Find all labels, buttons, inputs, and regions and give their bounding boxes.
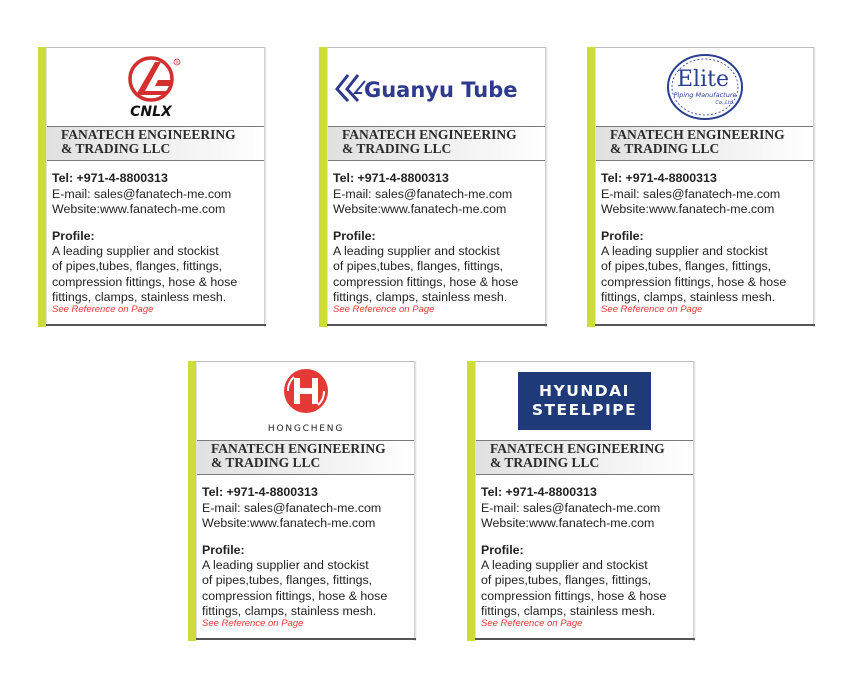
profile-line: of pipes,tubes, flanges, fittings, — [481, 573, 652, 588]
card-shadow — [545, 47, 548, 327]
hyundai-logo-badge — [518, 372, 651, 430]
cnlx-logo — [47, 48, 264, 125]
website: Website:www.fanatech-me.com — [481, 516, 655, 530]
contact-info — [202, 485, 381, 532]
guanyu-logo — [328, 48, 545, 125]
hongcheng-logo-icon — [256, 365, 356, 437]
profile-line: compression fittings, hose & hose — [202, 588, 388, 603]
profile-heading: Profile: — [333, 229, 376, 243]
profile-heading: Profile: — [52, 229, 95, 243]
contact-info — [601, 171, 780, 218]
telephone: Tel: +971-4-8800313 — [52, 171, 168, 185]
supplier-card-hongcheng — [188, 361, 416, 641]
company-name — [610, 128, 785, 156]
company-name-line2: & TRADING LLC — [211, 455, 321, 470]
profile-line: of pipes,tubes, flanges, fittings, — [333, 259, 504, 274]
profile-line: compression fittings, hose & hose — [481, 588, 667, 603]
hyundai-wordmark-line1: HYUNDAI — [539, 381, 630, 400]
website: Website:www.fanatech-me.com — [52, 202, 226, 216]
email: E-mail: sales@fanatech-me.com — [202, 500, 382, 515]
telephone: Tel: +971-4-8800313 — [202, 485, 318, 499]
company-name-line2: & TRADING LLC — [61, 141, 171, 156]
card-bottom-line — [475, 638, 695, 640]
contact-info — [333, 171, 512, 218]
profile-line: A leading supplier and stockist — [601, 244, 768, 259]
telephone: Tel: +971-4-8800313 — [333, 171, 449, 185]
card-bottom-line — [196, 638, 416, 640]
supplier-card-hyundai — [467, 361, 695, 641]
profile-heading: Profile: — [202, 543, 245, 557]
email: E-mail: sales@fanatech-me.com — [52, 186, 232, 201]
cnlx-wordmark: CNLX — [129, 103, 172, 120]
profile-line: compression fittings, hose & hose — [52, 274, 238, 289]
profile — [481, 543, 693, 619]
profile-line: fittings, clamps, stainless mesh. — [52, 289, 227, 304]
contact-info — [481, 485, 660, 532]
company-name — [211, 442, 386, 470]
telephone: Tel: +971-4-8800313 — [601, 171, 717, 185]
profile-line: fittings, clamps, stainless mesh. — [481, 603, 656, 618]
profile — [601, 229, 813, 305]
profile — [202, 543, 414, 619]
telephone: Tel: +971-4-8800313 — [481, 485, 597, 499]
card-bottom-line — [46, 324, 266, 326]
supplier-card-cnlx — [38, 47, 266, 327]
company-name-line2: & TRADING LLC — [610, 141, 720, 156]
website: Website:www.fanatech-me.com — [601, 202, 775, 216]
elite-logo-icon — [660, 52, 750, 122]
company-name — [342, 128, 517, 156]
profile-heading: Profile: — [601, 229, 644, 243]
supplier-card-elite — [587, 47, 815, 327]
profile — [333, 229, 545, 305]
svg-text:R: R — [175, 59, 179, 65]
card-shadow — [414, 361, 417, 641]
email: E-mail: sales@fanatech-me.com — [481, 500, 661, 515]
cnlx-logo-icon — [111, 53, 201, 121]
supplier-card-guanyu — [319, 47, 547, 327]
hyundai-logo — [476, 362, 693, 439]
elite-wordmark: Elite — [676, 66, 729, 92]
elite-subtitle-2: Co.,Ltd. — [714, 99, 735, 106]
contact-info — [52, 171, 231, 218]
profile-line: A leading supplier and stockist — [481, 558, 648, 573]
profile-line: compression fittings, hose & hose — [333, 274, 519, 289]
reference-link[interactable]: See Reference on Page — [601, 304, 703, 315]
profile-heading: Profile: — [481, 543, 524, 557]
elite-logo — [596, 48, 813, 125]
company-name-line1: FANATECH ENGINEERING — [490, 441, 665, 456]
hongcheng-wordmark: HONGCHENG — [267, 423, 344, 434]
card-shadow — [264, 47, 267, 327]
company-name — [61, 128, 236, 156]
profile-line: fittings, clamps, stainless mesh. — [601, 289, 776, 304]
profile-line: A leading supplier and stockist — [52, 244, 219, 259]
company-name-line1: FANATECH ENGINEERING — [610, 127, 785, 142]
company-name-line2: & TRADING LLC — [342, 141, 452, 156]
reference-link[interactable]: See Reference on Page — [202, 618, 304, 629]
company-name-line1: FANATECH ENGINEERING — [342, 127, 517, 142]
elite-subtitle: Piping Manufacture — [673, 90, 736, 99]
profile-line: compression fittings, hose & hose — [601, 274, 787, 289]
company-name-line2: & TRADING LLC — [490, 455, 600, 470]
hongcheng-logo — [197, 362, 414, 439]
profile-line: fittings, clamps, stainless mesh. — [202, 603, 377, 618]
profile-line: of pipes,tubes, flanges, fittings, — [202, 573, 373, 588]
card-bottom-line — [327, 324, 547, 326]
accent-bar — [467, 361, 475, 641]
company-name-box — [197, 440, 414, 475]
accent-bar — [188, 361, 196, 641]
profile-line: fittings, clamps, stainless mesh. — [333, 289, 508, 304]
reference-link[interactable]: See Reference on Page — [52, 304, 154, 315]
company-name — [490, 442, 665, 470]
company-name-box — [476, 440, 693, 475]
company-name-box — [596, 126, 813, 161]
reference-link[interactable]: See Reference on Page — [333, 304, 435, 315]
reference-link[interactable]: See Reference on Page — [481, 618, 583, 629]
hyundai-wordmark-line2: STEELPIPE — [531, 400, 638, 419]
accent-bar — [319, 47, 327, 327]
company-name-box — [47, 126, 264, 161]
accent-bar — [38, 47, 46, 327]
profile — [52, 229, 264, 305]
profile-line: A leading supplier and stockist — [202, 558, 369, 573]
guanyu-wordmark: Guanyu Tube — [364, 77, 518, 102]
card-shadow — [813, 47, 816, 327]
guanyu-logo-icon — [334, 67, 539, 107]
card-shadow — [693, 361, 696, 641]
email: E-mail: sales@fanatech-me.com — [333, 186, 513, 201]
profile-line: of pipes,tubes, flanges, fittings, — [601, 259, 772, 274]
profile-line: A leading supplier and stockist — [333, 244, 500, 259]
website: Website:www.fanatech-me.com — [202, 516, 376, 530]
accent-bar — [587, 47, 595, 327]
company-name-line1: FANATECH ENGINEERING — [211, 441, 386, 456]
company-name-box — [328, 126, 545, 161]
company-name-line1: FANATECH ENGINEERING — [61, 127, 236, 142]
email: E-mail: sales@fanatech-me.com — [601, 186, 781, 201]
profile-line: of pipes,tubes, flanges, fittings, — [52, 259, 223, 274]
card-bottom-line — [595, 324, 815, 326]
website: Website:www.fanatech-me.com — [333, 202, 507, 216]
